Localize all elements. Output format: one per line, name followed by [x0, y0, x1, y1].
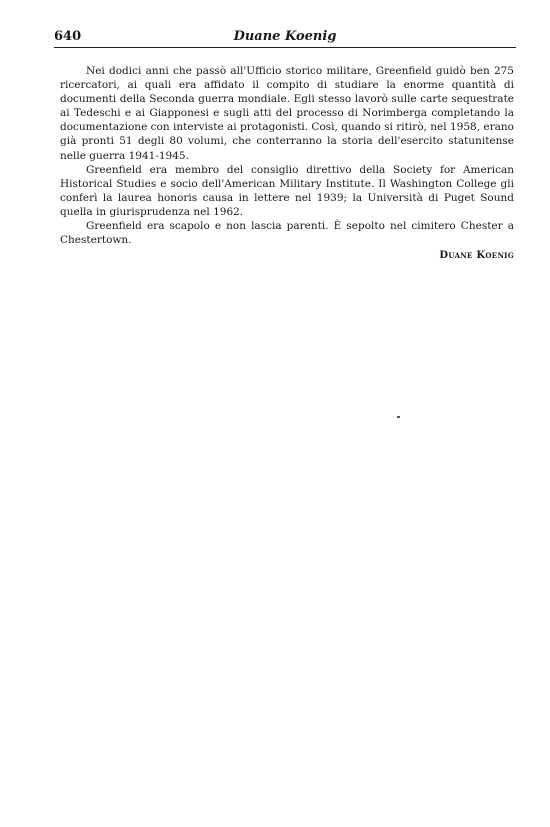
- running-header: [54, 27, 516, 48]
- article-body: [60, 64, 514, 263]
- author-signature: Duane Koenig: [439, 250, 514, 262]
- page-number: 640: [54, 29, 82, 44]
- running-head-title: Duane Koenig: [233, 29, 337, 44]
- paragraph-1: Nei dodici anni che passò all'Ufficio storico militare, Greenfield guidò ben 275 ricercatori, ai quali era affidato il compito di studiare la enorme quantità di documenti della Seconda guerra mondiale. Egli stesso lavorò sulle carte sequestrate ai Tedeschi e ai Giapponesi e sugli atti del processo di Norimberga completando la documentazione con interviste ai protagonisti. Così, quando si ritirò, nel 1958, erano già pronti 51 degli 80 volumi, che conterranno la storia dell'esercito statunitense nelle guerra 1941-1945.: [60, 65, 514, 162]
- paragraph-2: Greenfield era membro del consiglio direttivo della Society for American Historical Studies e socio dell'American Military Institute. Il Washington College gli conferì la laurea honoris causa in lettere nel 1939; la Università di Puget Sound quella in giurisprudenza nel 1962.: [60, 163, 514, 218]
- stray-mark: [397, 416, 400, 418]
- paragraph-3: Greenfield era scapolo e non lascia parenti. È sepolto nel cimitero Chester a Chestertown.: [60, 220, 514, 247]
